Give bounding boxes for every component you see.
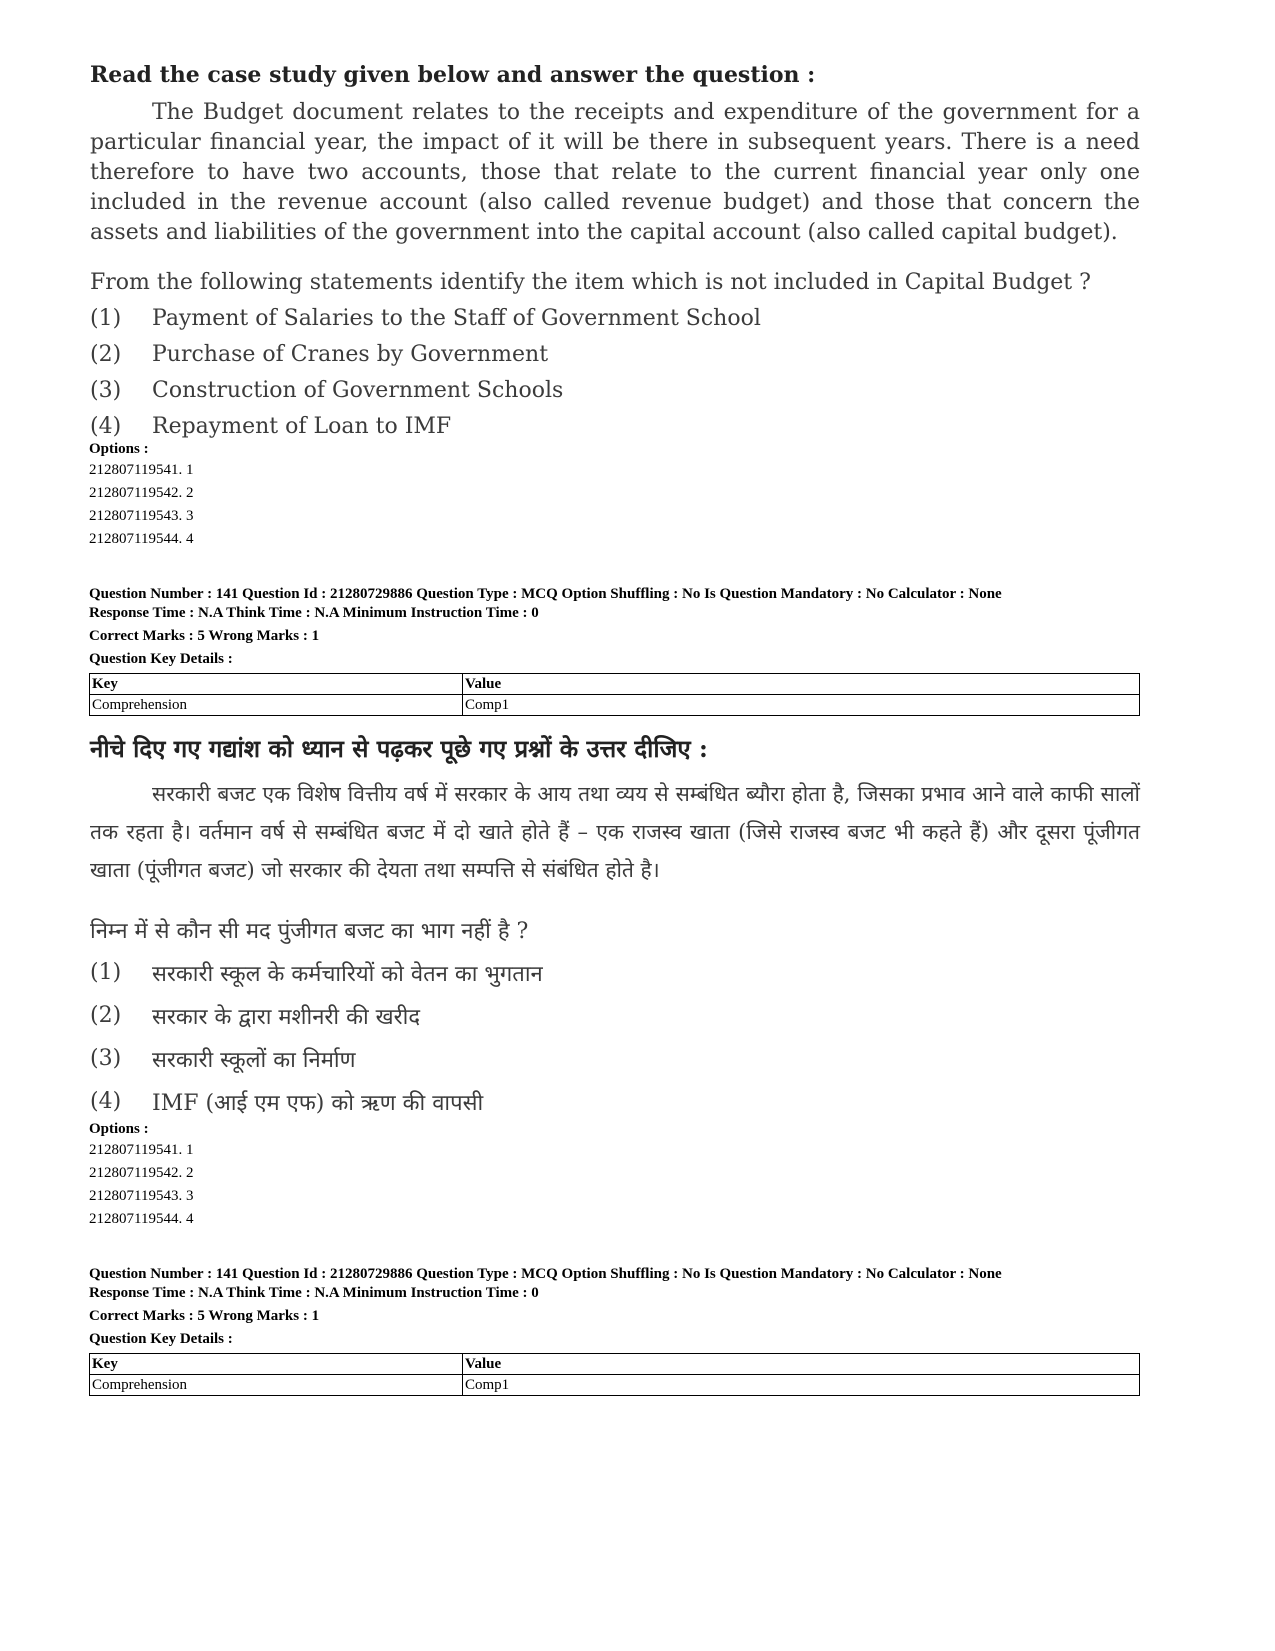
hindi-question: निम्न में से कौन सी मद पुंजीगत बजट का भाग नहीं है ? xyxy=(90,919,529,944)
key-details-table-2 xyxy=(89,1353,1140,1396)
choice-text: सरकारी स्कूलों का निर्माण xyxy=(152,1047,356,1073)
hindi-heading: नीचे दिए गए गद्यांश को ध्यान से पढ़कर पूछे गए प्रश्नों के उत्तर दीजिए : xyxy=(90,734,708,763)
choice-number: (4) xyxy=(90,1089,122,1114)
options-list-2 xyxy=(89,1120,193,1231)
timing-info-line: Response Time : N.A Think Time : N.A Minimum Instruction Time : 0 xyxy=(89,605,539,621)
question-info-line: Question Number : 141 Question Id : 21280729886 Question Type : MCQ Option Shuffling : No Is Question Mandatory : No Calculator : None xyxy=(89,586,1002,602)
choice-number: (1) xyxy=(90,305,122,331)
option-item: 212807119541. 1 xyxy=(89,462,194,478)
english-choice xyxy=(90,408,1140,444)
value-cell: Comp1 xyxy=(463,695,1140,716)
choice-number: (1) xyxy=(90,960,122,985)
english-choice-list xyxy=(90,300,1140,444)
english-heading: Read the case study given below and answer the question : xyxy=(90,62,816,88)
hindi-passage: सरकारी बजट एक विशेष वित्तीय वर्ष में सरकार के आय तथा व्यय से सम्बंधित ब्यौरा होता है, जिसका प्रभाव आने वाले काफी सालों तक रहता है। वर्तमान वर्ष से सम्बंधित बजट में दो खाते होते हैं – एक राजस्व खाता (जिसे राजस्व बजट भी कहते हैं) और दूसरा पूंजीगत खाता (पूंजीगत बजट) जो सरकार की देयता तथा सम्पत्ति से संबंधित होते है। xyxy=(90,782,1140,882)
option-item: 212807119543. 3 xyxy=(89,508,194,524)
english-choice xyxy=(90,300,1140,336)
choice-text: सरकारी स्कूल के कर्मचारियों को वेतन का भुगतान xyxy=(152,961,543,987)
hindi-choice xyxy=(90,1080,1140,1123)
option-item: 212807119544. 4 xyxy=(89,1211,194,1227)
choice-number: (2) xyxy=(90,341,122,367)
option-item: 212807119544. 4 xyxy=(89,531,194,547)
marks-line: Correct Marks : 5 Wrong Marks : 1 xyxy=(89,628,320,644)
options-label: Options : xyxy=(89,441,149,457)
table-header-row xyxy=(90,1354,1140,1375)
english-question: From the following statements identify the item which is not included in Capital Budget ? xyxy=(90,270,1091,295)
table-header-row xyxy=(90,674,1140,695)
options-list-1 xyxy=(89,440,193,551)
choice-number: (2) xyxy=(90,1003,122,1028)
choice-text: IMF (आई एम एफ) को ऋण की वापसी xyxy=(152,1090,484,1116)
hindi-choice-list xyxy=(90,951,1140,1123)
english-passage: The Budget document relates to the receipts and expenditure of the government for a particular financial year, the impact of it will be there in subsequent years. There is a need therefore to have two accounts, those that relate to the current financial year only one included in the revenue account (also called revenue budget) and those that concern the assets and liabilities of the government into the capital account (also called capital budget). xyxy=(90,100,1140,245)
table-row xyxy=(90,1375,1140,1396)
choice-text: सरकार के द्वारा मशीनरी की खरीद xyxy=(152,1004,421,1030)
choice-number: (3) xyxy=(90,1046,122,1071)
question-meta-2 xyxy=(89,1265,1189,1349)
english-choice xyxy=(90,336,1140,372)
choice-text: Repayment of Loan to IMF xyxy=(152,413,452,439)
table-row xyxy=(90,695,1140,716)
hindi-choice xyxy=(90,1037,1140,1080)
key-details-table-1 xyxy=(89,673,1140,716)
choice-text: Payment of Salaries to the Staff of Government School xyxy=(152,305,761,331)
english-choice xyxy=(90,372,1140,408)
key-header: Key xyxy=(90,1354,463,1375)
timing-info-line: Response Time : N.A Think Time : N.A Minimum Instruction Time : 0 xyxy=(89,1285,539,1301)
question-meta-1 xyxy=(89,585,1189,669)
hindi-case-study xyxy=(90,732,1140,1123)
options-label: Options : xyxy=(89,1121,149,1137)
option-item: 212807119541. 1 xyxy=(89,1142,194,1158)
choice-number: (3) xyxy=(90,377,122,403)
choice-number: (4) xyxy=(90,413,122,439)
english-case-study xyxy=(90,62,1140,444)
choice-text: Purchase of Cranes by Government xyxy=(152,341,549,367)
option-item: 212807119542. 2 xyxy=(89,1165,194,1181)
key-cell: Comprehension xyxy=(90,1375,463,1396)
marks-line: Correct Marks : 5 Wrong Marks : 1 xyxy=(89,1308,320,1324)
option-item: 212807119543. 3 xyxy=(89,1188,194,1204)
key-header: Key xyxy=(90,674,463,695)
choice-text: Construction of Government Schools xyxy=(152,377,564,403)
option-item: 212807119542. 2 xyxy=(89,485,194,501)
hindi-choice xyxy=(90,951,1140,994)
value-header: Value xyxy=(463,674,1140,695)
value-cell: Comp1 xyxy=(463,1375,1140,1396)
key-cell: Comprehension xyxy=(90,695,463,716)
hindi-choice xyxy=(90,994,1140,1037)
key-details-label: Question Key Details : xyxy=(89,651,233,667)
key-details-label: Question Key Details : xyxy=(89,1331,233,1347)
question-info-line: Question Number : 141 Question Id : 21280729886 Question Type : MCQ Option Shuffling : No Is Question Mandatory : No Calculator : None xyxy=(89,1266,1002,1282)
value-header: Value xyxy=(463,1354,1140,1375)
